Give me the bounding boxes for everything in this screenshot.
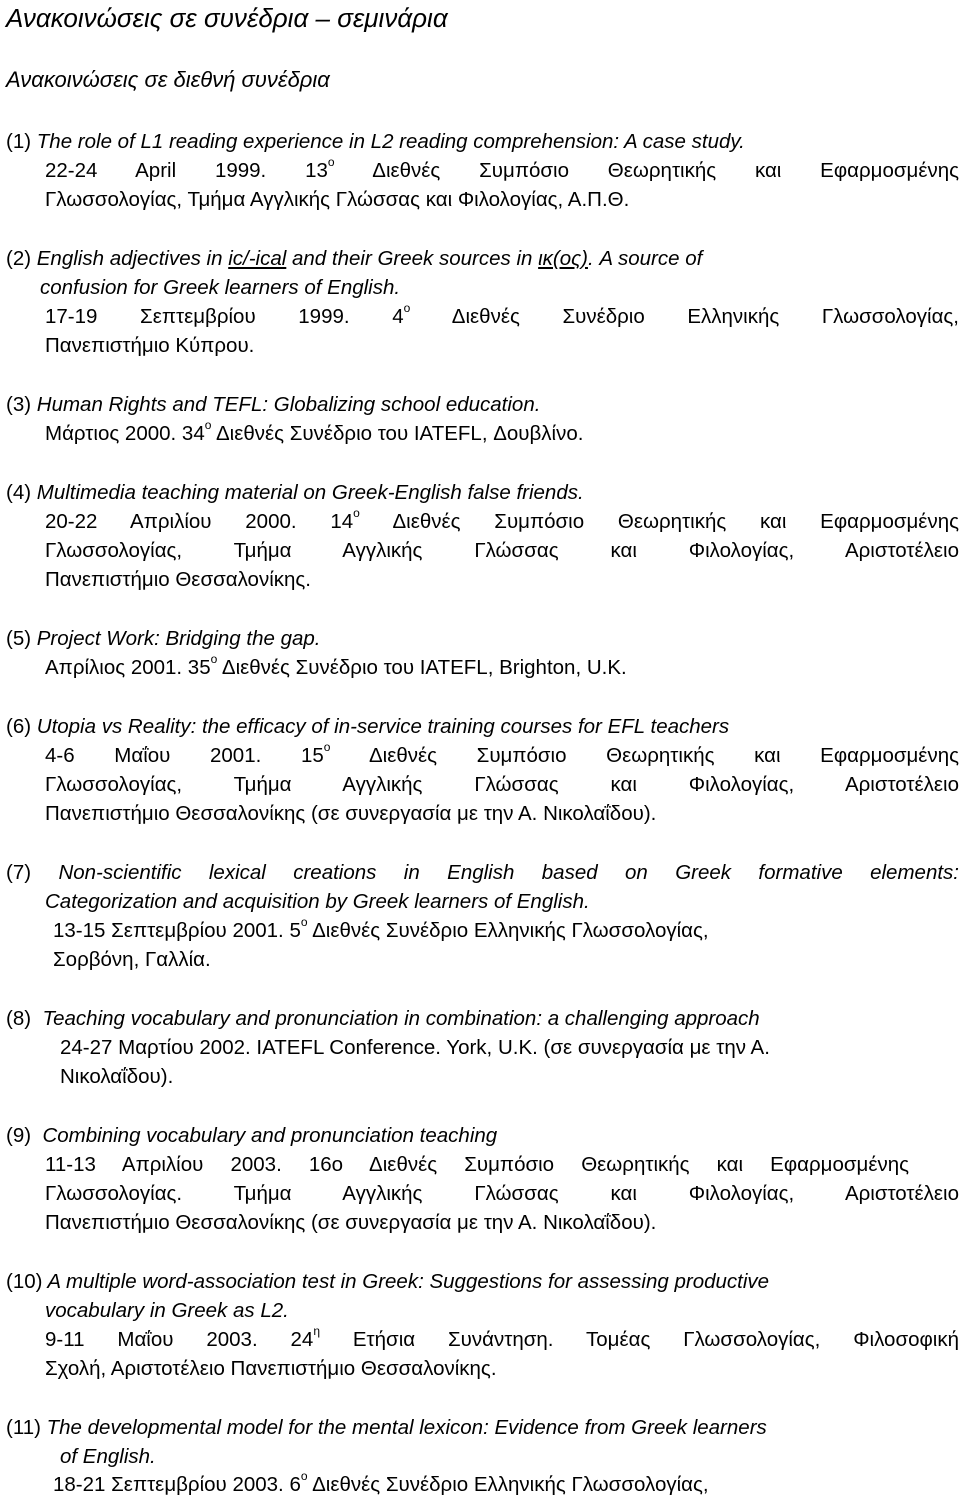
entry-4-title-line: (4) Multimedia teaching material on Greek-English false friends. — [6, 481, 584, 504]
entry-9-venue-line-2: Γλωσσολογίας. Τμήμα Αγγλικής Γλώσσας και Φιλολογίας, Αριστοτέλειο — [45, 1182, 959, 1205]
entry-8-venue-line-2: Νικολαΐδου). — [60, 1065, 174, 1088]
entry-6-venue-line-3: Πανεπιστήμιο Θεσσαλονίκης (σε συνεργασία με την Α. Νικολαΐδου). — [45, 802, 657, 825]
entry-10-title-line: (10) A multiple word-association test in Greek: Suggestions for assessing productive — [6, 1270, 770, 1293]
entry-1-title-line — [6, 130, 745, 154]
entry-2-venue-line-2: Πανεπιστήμιο Κύπρου. — [45, 334, 255, 357]
entry-4-venue-line-2: Γλωσσολογίας, Τμήμα Αγγλικής Γλώσσας και Φιλολογίας, Αριστοτέλειο — [45, 539, 959, 562]
entry-5-venue-line: Απρίλιος 2001. $35^o$ Διεθνές Συνέδριο του IATEFL, Brighton, U.K. — [45, 652, 627, 679]
entry-4-venue-line-3: Πανεπιστήμιο Θεσσαλονίκης. — [45, 568, 311, 591]
entry-1-number: (1) — [6, 130, 32, 153]
entry-10-venue-line-1: 9-11 Μαΐου 2003. $24^\eta$ Ετήσια Συνάντηση. Τομέας Γλωσσολογίας, Φιλοσοφική — [45, 1324, 959, 1351]
entry-11-title-line: (11) The developmental model for the mental lexicon: Evidence from Greek learners — [6, 1416, 767, 1439]
entry-10-title-line-2: vocabulary in Greek as L2. — [45, 1299, 289, 1322]
entry-1-venue-line-2: Γλωσσολογίας, Τμήμα Αγγλικής Γλώσσας και Φιλολογίας, Α.Π.Θ. — [45, 188, 630, 211]
entry-4-venue-line-1: 20-22 Απριλίου 2000. $14^o$ Διεθνές Συμπόσιο Θεωρητικής και Εφαρμοσμένης — [45, 506, 959, 533]
entry-6-title-line: (6) Utopia vs Reality: the efficacy of in-service training courses for EFL teachers — [6, 715, 730, 738]
entry-3-venue-line: Μάρτιος 2000. $34^o$ Διεθνές Συνέδριο του IATEFL, Δουβλίνο. — [45, 418, 584, 445]
entry-8-title-line: (8) Teaching vocabulary and pronunciation in combination: a challenging approach — [6, 1007, 760, 1030]
entry-11-title-line-2: of English. — [60, 1445, 156, 1468]
entry-2-venue-line-1: 17-19 Σεπτεμβρίου 1999. $4^o$ Διεθνές Συνέδριο Ελληνικής Γλωσσολογίας, — [45, 301, 960, 328]
page-title: Ανακοινώσεις σε συνέδρια – σεμινάρια — [6, 3, 448, 33]
entry-9-venue-line-1: 11-13 Απριλίου 2003. 16ο Διεθνές Συμπόσιο Θεωρητικής και Εφαρμοσμένης — [45, 1153, 909, 1176]
entry-1-venue-line-1: 22-24 April 1999. $13^o$ Διεθνές Συμπόσιο Θεωρητικής και Εφαρμοσμένης — [45, 155, 959, 182]
entry-11-venue-line-1: 18-21 Σεπτεμβρίου 2003. $6^o$ Διεθνές Συνέδριο Ελληνικής Γλωσσολογίας, — [53, 1469, 709, 1496]
entry-7-venue-line-1: 13-15 Σεπτεμβρίου 2001. $5^o$ Διεθνές Συνέδριο Ελληνικής Γλωσσολογίας, — [53, 915, 709, 942]
entry-3-title-line: (3) Human Rights and TEFL: Globalizing school education. — [6, 393, 541, 416]
entry-8-venue-line-1: 24-27 Μαρτίου 2002. IATEFL Conference. York, U.K. (σε συνεργασία με την Α. — [60, 1036, 770, 1059]
entry-2-title-line-2: confusion for Greek learners of English. — [40, 276, 401, 299]
entry-5-title-line: (5) Project Work: Bridging the gap. — [6, 627, 321, 650]
entry-9-venue-line-3: Πανεπιστήμιο Θεσσαλονίκης (σε συνεργασία με την Α. Νικολαΐδου). — [45, 1211, 657, 1234]
section-heading: Ανακοινώσεις σε διεθνή συνέδρια — [6, 67, 330, 92]
entry-2-title-line: (2) English adjectives in ic/-ical and their Greek sources in ικ(ος). A source of — [6, 247, 703, 270]
entry-6-venue-line-1: 4-6 Μαΐου 2001. $15^o$ Διεθνές Συμπόσιο Θεωρητικής και Εφαρμοσμένης — [45, 740, 959, 767]
entry-6-venue-line-2: Γλωσσολογίας, Τμήμα Αγγλικής Γλώσσας και Φιλολογίας, Αριστοτέλειο — [45, 773, 959, 796]
entry-7-title-line-2: Categorization and acquisition by Greek learners of English. — [45, 890, 590, 913]
entry-7-title-line: (7) Non-scientific lexical creations in English based on Greek formative elements: — [6, 861, 959, 884]
entry-9-title-line: (9) Combining vocabulary and pronunciation teaching — [6, 1124, 498, 1147]
entry-1-title: The role of L1 reading experience in L2 reading comprehension: A case study. — [36, 130, 745, 153]
entry-10-venue-line-2: Σχολή, Αριστοτέλειο Πανεπιστήμιο Θεσσαλονίκης. — [45, 1357, 497, 1380]
entry-7-venue-line-2: Σορβόνη, Γαλλία. — [53, 948, 211, 971]
